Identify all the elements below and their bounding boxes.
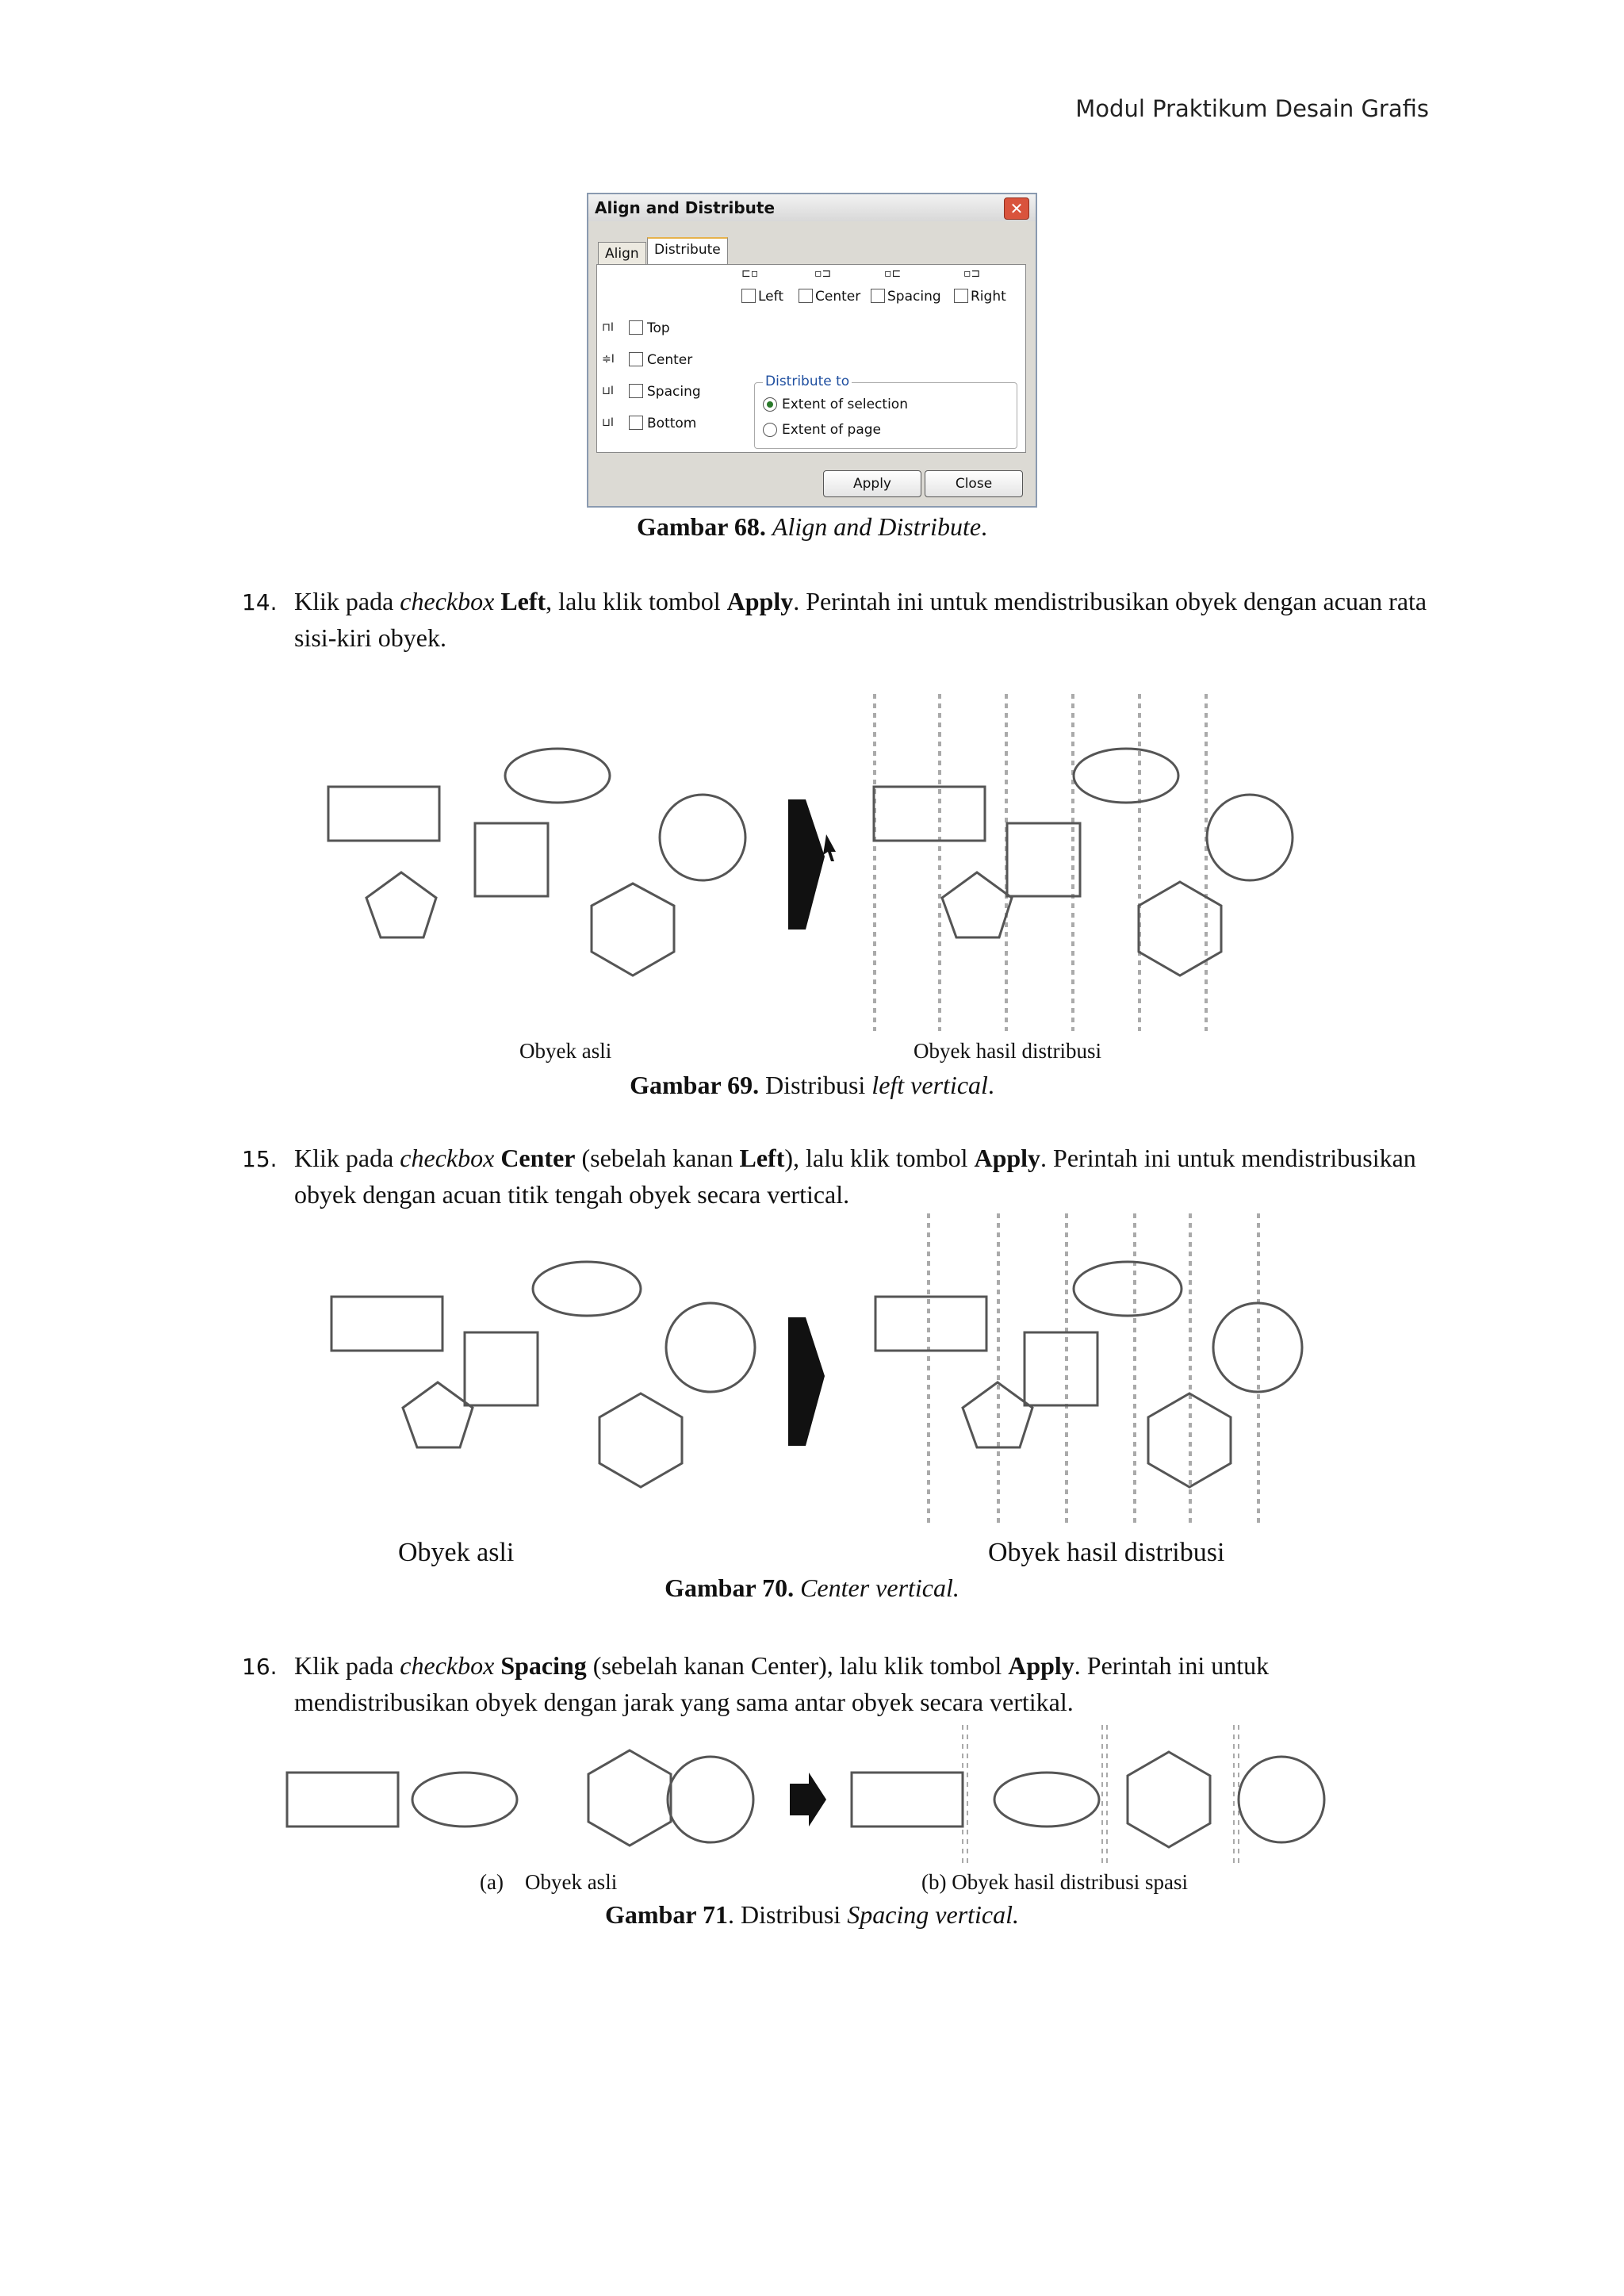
figure-69-illustration [309, 682, 1308, 1039]
align-distribute-dialog [587, 193, 1037, 508]
text-run: . Perintah ini untuk mendistribusikan obyek dengan jarak yang sama antar obyek secara vertikal. [294, 1651, 1270, 1716]
step-number: 16. [242, 1654, 278, 1680]
square-result [1025, 1332, 1097, 1405]
spacing-h-checkbox-label: Spacing [887, 289, 941, 305]
left-checkbox[interactable] [741, 289, 756, 303]
extent-selection-label: Extent of selection [782, 397, 908, 412]
distribute-spacing-v-icon: ⊔I [602, 385, 615, 397]
figure-71-number: Gambar 71 [604, 1900, 728, 1929]
text-run-bold: Center [500, 1144, 576, 1172]
distribute-bottom-icon: ⊔I [602, 416, 615, 429]
ellipse-result [1074, 1262, 1182, 1316]
step-text [294, 1647, 1431, 1720]
ellipse-shape [505, 749, 610, 803]
bottom-checkbox[interactable] [629, 416, 643, 430]
ellipse-shape [533, 1262, 641, 1316]
figure-69-number: Gambar 69. [630, 1071, 760, 1099]
figure-70-italic: Center vertical. [800, 1573, 959, 1602]
distribute-right-icon: ▫⊐ [963, 267, 981, 280]
arrow-icon [790, 1773, 826, 1826]
bottom-checkbox-label: Bottom [647, 416, 697, 431]
pentagon-shape [403, 1382, 473, 1447]
spacing-h-checkbox[interactable] [871, 289, 885, 303]
text-run: . Perintah ini untuk mendistribusikan obyek dengan acuan rata sisi-kiri obyek. [294, 587, 1427, 652]
step-number: 15. [242, 1146, 278, 1172]
rectangle-shape [328, 787, 439, 841]
ellipse-shape [412, 1773, 517, 1826]
left-checkbox-label: Left [758, 289, 783, 305]
ellipse-result [1074, 749, 1178, 803]
figure-70-number: Gambar 70. [665, 1573, 795, 1602]
page-header: Modul Praktikum Desain Grafis [1075, 95, 1429, 122]
text-run: (sebelah kanan [575, 1144, 740, 1172]
figure-68-end: . [981, 512, 988, 541]
text-run: , lalu klik tombol [546, 587, 727, 615]
hexagon-result [1128, 1752, 1210, 1847]
distribute-center-icon: ▫⊐ [814, 267, 832, 280]
fig71-label-original: (a) Obyek asli [480, 1870, 618, 1894]
extent-selection-radio[interactable] [763, 397, 777, 412]
text-run-bold: Apply [1008, 1651, 1074, 1680]
figure-69-italic: left vertical [871, 1071, 988, 1099]
step-text [294, 583, 1431, 656]
rectangle-result [852, 1773, 963, 1826]
center-h-checkbox-label: Center [815, 289, 861, 305]
tab-align[interactable]: Align [598, 242, 646, 265]
spacing-v-checkbox-label: Spacing [647, 384, 701, 400]
fig70-label-original: Obyek asli [398, 1538, 515, 1567]
top-checkbox-label: Top [647, 320, 670, 336]
hexagon-shape [588, 1750, 671, 1846]
center-h-checkbox[interactable] [799, 289, 813, 303]
text-run: Klik pada [294, 1651, 400, 1680]
right-checkbox[interactable] [954, 289, 968, 303]
extent-page-radio[interactable] [763, 423, 777, 437]
rectangle-result [874, 787, 985, 841]
figure-71-text: . Distribusi [727, 1900, 848, 1929]
step-16 [242, 1647, 1431, 1720]
right-checkbox-label: Right [971, 289, 1006, 305]
hexagon-shape [599, 1393, 682, 1487]
spacing-v-checkbox[interactable] [629, 384, 643, 398]
arrow-icon [788, 799, 825, 930]
text-run-bold: Apply [974, 1144, 1041, 1172]
close-icon[interactable]: ✕ [1004, 197, 1029, 220]
ellipse-result [994, 1773, 1099, 1826]
fig69-label-result: Obyek hasil distribusi [914, 1039, 1101, 1063]
step-number: 14. [242, 589, 278, 615]
distribute-left-icon: ⊏▫ [741, 267, 759, 280]
center-v-checkbox-label: Center [647, 352, 693, 368]
text-run-italic: checkbox [400, 587, 495, 615]
fig71-label-result: (b) Obyek hasil distribusi spasi [921, 1870, 1188, 1894]
distribute-panel [596, 264, 1026, 453]
arrow-icon [788, 1317, 825, 1446]
figure-69-text: Distribusi [759, 1071, 872, 1099]
dialog-title: Align and Distribute [588, 194, 1036, 221]
text-run-bold: Apply [726, 587, 794, 615]
square-result [1007, 823, 1080, 896]
distribute-to-title: Distribute to [763, 374, 852, 389]
square-shape [475, 823, 548, 896]
circle-result [1207, 795, 1293, 880]
fig69-label-original: Obyek asli [519, 1039, 612, 1063]
circle-shape [666, 1303, 755, 1392]
figure-69-end: . [987, 1071, 994, 1099]
apply-button[interactable]: Apply [823, 470, 921, 497]
rectangle-shape [287, 1773, 398, 1826]
square-shape [465, 1332, 538, 1405]
figure-71-caption [0, 1900, 1624, 1930]
tab-distribute[interactable]: Distribute [647, 237, 728, 266]
pentagon-result [942, 872, 1012, 937]
hexagon-shape [592, 884, 674, 976]
step-text [294, 1140, 1431, 1213]
text-run-italic: checkbox [400, 1651, 495, 1680]
figure-71-italic: Spacing vertical. [847, 1900, 1020, 1929]
text-run: . Perintah ini untuk mendistribusikan obyek dengan acuan titik tengah obyek secara vertical. [294, 1144, 1416, 1209]
text-run: ), lalu klik tombol [784, 1144, 975, 1172]
close-button[interactable]: Close [925, 470, 1023, 497]
center-v-checkbox[interactable] [629, 352, 643, 366]
circle-shape [668, 1757, 753, 1842]
extent-page-label: Extent of page [782, 422, 882, 438]
distribute-top-icon: ⊓I [602, 321, 615, 334]
hexagon-result [1139, 882, 1221, 976]
text-run: (sebelah kanan Center), lalu klik tombol [586, 1651, 1009, 1680]
cursor-icon [823, 834, 836, 861]
distribute-center-v-icon: ≑I [602, 353, 615, 366]
text-run: Klik pada [294, 1144, 400, 1172]
circle-shape [660, 795, 745, 880]
text-run-bold: Spacing [500, 1651, 587, 1680]
text-run: Klik pada [294, 587, 400, 615]
figure-68-number: Gambar 68. [636, 512, 766, 541]
rectangle-result [875, 1297, 986, 1351]
figure-71-illustration [278, 1717, 1348, 1868]
text-run-bold: Left [500, 587, 546, 615]
circle-result [1239, 1757, 1324, 1842]
figure-70-illustration [309, 1209, 1308, 1527]
figure-68-title: Align and Distribute [772, 512, 982, 541]
rectangle-shape [331, 1297, 442, 1351]
fig70-label-result: Obyek hasil distribusi [988, 1538, 1225, 1567]
figure-70-caption [0, 1573, 1624, 1603]
distribute-spacing-icon: ▫⊏ [884, 267, 902, 280]
step-14 [242, 583, 1431, 656]
figure-68-caption [0, 512, 1624, 542]
distribute-to-group [754, 374, 1017, 449]
pentagon-shape [366, 872, 436, 937]
figure-69-caption [0, 1071, 1624, 1100]
top-checkbox[interactable] [629, 320, 643, 335]
text-run-bold: Left [739, 1144, 785, 1172]
text-run-italic: checkbox [400, 1144, 495, 1172]
step-15 [242, 1140, 1431, 1213]
